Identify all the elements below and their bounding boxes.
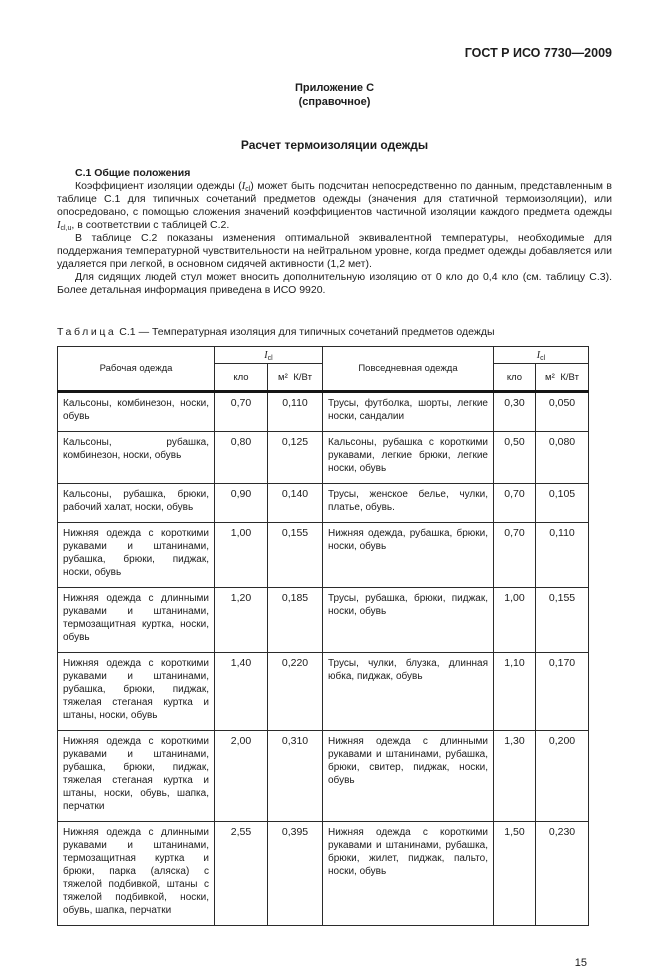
clo-value-cell: 1,00 — [494, 588, 536, 653]
everyday-clothing-cell: Нижняя одежда, рубашка, брюки, носки, обувь — [323, 523, 494, 588]
iclu-symbol: I — [57, 220, 61, 231]
clo-value-cell: 1,10 — [494, 653, 536, 731]
clo-value-cell: 1,40 — [215, 653, 268, 731]
column-header-icl-right — [494, 347, 589, 364]
iclu-symbol-subscript: cl,u — [60, 225, 72, 232]
clo-value-cell: 2,55 — [215, 822, 268, 926]
table-row — [58, 822, 589, 926]
icl-symbol: I — [241, 181, 246, 192]
m2kw-value-cell: 0,105 — [536, 484, 589, 523]
doc-header — [57, 46, 612, 60]
everyday-clothing-cell: Трусы, футболка, шорты, легкие носки, сандалии — [323, 392, 494, 432]
clothing-insulation-table — [57, 346, 589, 926]
appendix-note: (справочное) — [298, 96, 371, 108]
column-header-work-clothing: Рабочая одежда — [58, 347, 215, 392]
everyday-clothing-cell: Нижняя одежда с длинными рукавами и штанинами, рубашка, брюки, свитер, пиджак, носки, обувь — [323, 731, 494, 822]
icl-symbol: I — [536, 350, 541, 361]
clo-value-cell: 1,00 — [215, 523, 268, 588]
m2kw-value-cell: 0,155 — [536, 588, 589, 653]
unit-header-m2kw-right: м² К/Вт — [536, 364, 589, 392]
everyday-clothing-cell: Нижняя одежда с короткими рукавами и штанинами, рубашка, брюки, жилет, пиджак, пальто, носки, обувь — [323, 822, 494, 926]
everyday-clothing-cell: Трусы, чулки, блузка, длинная юбка, пиджак, обувь — [323, 653, 494, 731]
work-clothing-cell: Нижняя одежда с длинными рукавами и штанинами, термозащитная куртка и брюки, парка (аляска) с тяжелой подбивкой, штаны с тяжелой подбивкой, носки, обувь, шапка, перчатки — [58, 822, 215, 926]
m2kw-value-cell: 0,140 — [268, 484, 323, 523]
clo-value-cell: 0,50 — [494, 432, 536, 484]
m2kw-value-cell: 0,200 — [536, 731, 589, 822]
icl-symbol-subscript: cl — [540, 355, 546, 362]
clo-value-cell: 0,70 — [494, 484, 536, 523]
icl-symbol-subscript: cl — [267, 355, 273, 362]
m2kw-value-cell: 0,220 — [268, 653, 323, 731]
table-row — [58, 392, 589, 432]
m2kw-value-cell: 0,395 — [268, 822, 323, 926]
m2kw-value-cell: 0,125 — [268, 432, 323, 484]
work-clothing-cell: Кальсоны, рубашка, брюки, рабочий халат, носки, обувь — [58, 484, 215, 523]
appendix-heading — [57, 81, 612, 109]
table-row — [58, 731, 589, 822]
doc-number: ГОСТ Р ИСО 7730—2009 — [464, 46, 612, 60]
table-row — [58, 523, 589, 588]
m2kw-value-cell: 0,185 — [268, 588, 323, 653]
work-clothing-cell: Кальсоны, рубашка, комбинезон, носки, обувь — [58, 432, 215, 484]
work-clothing-cell: Нижняя одежда с короткими рукавами и штанинами, рубашка, брюки, пиджак, носки, обувь — [58, 523, 215, 588]
table-row — [58, 653, 589, 731]
everyday-clothing-cell: Трусы, рубашка, брюки, пиджак, носки, обувь — [323, 588, 494, 653]
work-clothing-cell: Нижняя одежда с короткими рукавами и штанинами, рубашка, брюки, пиджак, тяжелая стеганая куртка и штаны, носки, обувь — [58, 653, 215, 731]
table-caption-number: С.1 — [119, 326, 136, 338]
table-row — [58, 484, 589, 523]
clo-value-cell: 0,90 — [215, 484, 268, 523]
table-body — [58, 392, 589, 926]
everyday-clothing-cell: Кальсоны, рубашка с короткими рукавами, легкие брюки, легкие носки, обувь — [323, 432, 494, 484]
everyday-clothing-cell: Трусы, женское белье, чулки, платье, обувь. — [323, 484, 494, 523]
unit-header-clo-left: кло — [215, 364, 268, 392]
clo-value-cell: 0,70 — [215, 392, 268, 432]
work-clothing-cell: Кальсоны, комбинезон, носки, обувь — [58, 392, 215, 432]
clo-value-cell: 0,80 — [215, 432, 268, 484]
table-row — [58, 432, 589, 484]
column-header-icl-left — [215, 347, 323, 364]
paragraph-1-text: ) может быть подсчитан непосредственно по данным, представленным в таблице С.1 для типичных сочетаний предметов одежды (значения для статичной термоизоляции), или опосредовано, с помощью сложения значений коэффициентов частичной изоляции каждого предмета одежды — [57, 180, 613, 218]
table-row — [58, 588, 589, 653]
unit-header-clo-right: кло — [494, 364, 536, 392]
icl-symbol-subscript: cl — [245, 186, 251, 193]
paragraph-3: Для сидящих людей стул может вносить дополнительную изоляцию от 0 кло до 0,4 кло (см. таблицу С.3). Более детальная информация приведена в ИСО 9920. — [57, 271, 612, 296]
icl-symbol: I — [264, 350, 268, 361]
paragraph-1-text: , в соответствии с таблицей С.2. — [71, 219, 230, 231]
page-title: Расчет термоизоляции одежды — [240, 138, 429, 152]
appendix-label: Приложение С — [294, 82, 375, 94]
clo-value-cell: 0,70 — [494, 523, 536, 588]
column-header-everyday-clothing: Повседневная одежда — [323, 347, 494, 392]
section-heading: С.1 Общие положения — [75, 167, 191, 179]
m2kw-value-cell: 0,170 — [536, 653, 589, 731]
paragraph-1 — [57, 180, 612, 232]
table-caption-text: — Температурная изоляция для типичных сочетаний предметов одежды — [138, 326, 495, 338]
m2kw-value-cell: 0,110 — [536, 523, 589, 588]
clo-value-cell: 0,30 — [494, 392, 536, 432]
m2kw-value-cell: 0,080 — [536, 432, 589, 484]
table-header — [58, 347, 589, 392]
m2kw-value-cell: 0,230 — [536, 822, 589, 926]
m2kw-value-cell: 0,155 — [268, 523, 323, 588]
paragraph-1-text: Коэффициент изоляции одежды ( — [75, 180, 242, 192]
work-clothing-cell: Нижняя одежда с короткими рукавами и штанинами, рубашка, брюки, пиджак, тяжелая стеганая куртка и штаны, носки, обувь, шапка, перчатки — [58, 731, 215, 822]
m2kw-value-cell: 0,050 — [536, 392, 589, 432]
m2kw-value-cell: 0,110 — [268, 392, 323, 432]
clo-value-cell: 2,00 — [215, 731, 268, 822]
table-caption — [57, 326, 612, 339]
clo-value-cell: 1,50 — [494, 822, 536, 926]
page-number: 15 — [574, 957, 587, 969]
paragraph-2: В таблице С.2 показаны изменения оптимальной эквивалентной температуры, необходимые для поддержания температурной чувствительности на нейтральном уровне, когда предмет одежды добавляется или удаляется при легкой, в основном сидячей активности (1,2 мет). — [57, 232, 612, 270]
work-clothing-cell: Нижняя одежда с длинными рукавами и штанинами, термозащитная куртка, носки, обувь — [58, 588, 215, 653]
table-caption-label: Таблица — [57, 326, 117, 338]
unit-header-m2kw-left: м² К/Вт — [268, 364, 323, 392]
clo-value-cell: 1,20 — [215, 588, 268, 653]
m2kw-value-cell: 0,310 — [268, 731, 323, 822]
clo-value-cell: 1,30 — [494, 731, 536, 822]
